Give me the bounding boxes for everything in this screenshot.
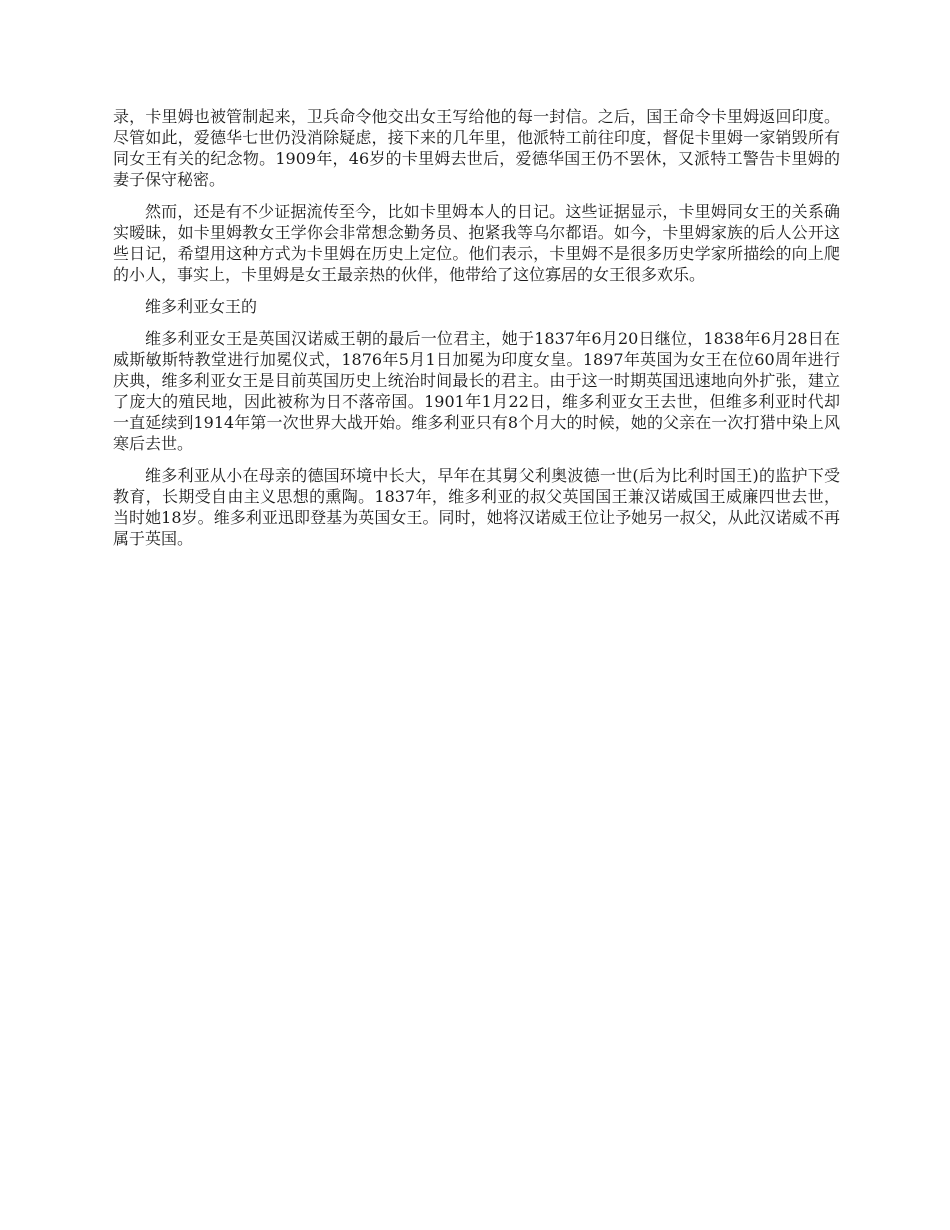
paragraph-queen-reign: 维多利亚女王是英国汉诺威王朝的最后一位君主，她于1837年6月20日继位，1838年6月28日在威斯敏斯特教堂进行加冕仪式，1876年5月1日加冕为印度女皇。1897年英国为女王在位60周年进行庆典，维多利亚女王是目前英国历史上统治时间最长的君主。由于这一时期英国迅速地向外扩张，建立了庞大的殖民地，因此被称为日不落帝国。1901年1月22日，维多利亚女王去世，但维多利亚时代却一直延续到1914年第一次世界大战开始。维多利亚只有8个月大的时候，她的父亲在一次打猎中染上风寒后去世。 [113, 329, 840, 453]
section-heading: 维多利亚女王的 [145, 297, 258, 316]
paragraph-queen-youth: 维多利亚从小在母亲的德国环境中长大，早年在其舅父利奥波德一世(后为比利时国王)的监护下受教育，长期受自由主义思想的熏陶。1837年，维多利亚的叔父英国国王兼汉诺威国王威廉四世去世，当时她18岁。维多利亚迅即登基为英国女王。同时，她将汉诺威王位让予她另一叔父，从此汉诺威不再属于英国。 [113, 466, 840, 548]
document-body [113, 106, 840, 560]
paragraph-diary-evidence: 然而，还是有不少证据流传至今，比如卡里姆本人的日记。这些证据显示，卡里姆同女王的关系确实暧昧，如卡里姆教女王学你会非常想念勤务员、抱紧我等乌尔都语。如今，卡里姆家族的后人公开这些日记，希望用这种方式为卡里姆在历史上定位。他们表示，卡里姆不是很多历史学家所描绘的向上爬的小人，事实上，卡里姆是女王最亲热的伙伴，他带给了这位寡居的女王很多欢乐。 [113, 202, 840, 284]
paragraph-continuation: 录，卡里姆也被管制起来，卫兵命令他交出女王写给他的每一封信。之后，国王命令卡里姆返回印度。尽管如此，爱德华七世仍没消除疑虑，接下来的几年里，他派特工前往印度，督促卡里姆一家销毁所有同女王有关的纪念物。1909年，46岁的卡里姆去世后，爱德华国王仍不罢休，又派特工警告卡里姆的妻子保守秘密。 [113, 107, 840, 189]
